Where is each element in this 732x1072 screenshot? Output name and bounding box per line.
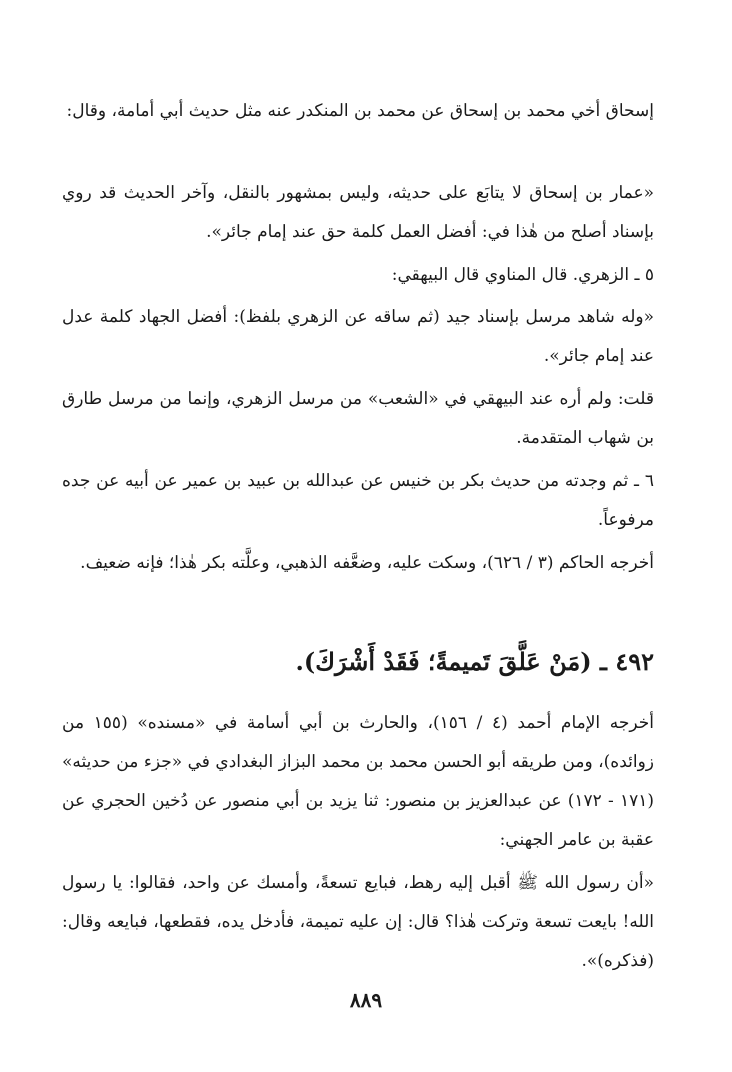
paragraph-hakim: أخرجه الحاكم (٣ / ٦٢٦)، وسكت عليه، وضعَّفه الذهبي، وعلَّته بكر هٰذا؛ فإنه ضعيف. — [80, 553, 654, 573]
paragraph-quote-shahid: «وله شاهد مرسل بإسناد جيد (ثم ساقه عن الزهري بلفظ): أفضل الجهاد كلمة عدل عند إمام جائر». — [62, 307, 654, 366]
hadith-heading: ٤٩٢ ـ (مَنْ عَلَّقَ تَميمةً؛ فَقَدْ أَشْرَكَ). — [295, 647, 654, 676]
paragraph-zuhri: ٥ ـ الزهري. قال المناوي قال البيهقي: — [391, 265, 654, 285]
paragraph-quote-ammar: «عمار بن إسحاق لا يتابَع على حديثه، وليس بمشهور بالنقل، وآخر الحديث قد روي بإسناد أصلح من هٰذا في: أفضل العمل كلمة حق عند إمام جائر». — [62, 183, 654, 242]
paragraph-qultu: قلت: ولم أره عند البيهقي في «الشعب» من مرسل الزهري، وإنما من مرسل طارق بن شهاب المتقدمة. — [62, 389, 654, 448]
paragraph-hadith-text: «أن رسول الله ﷺ أقبل إليه رهط، فبايع تسعةً، وأمسك عن واحد، فقالوا: يا رسول الله! بايعت تسعة وتركت هٰذا؟ قال: إن عليه تميمة، فأدخل يده، فقطعها، فبايعه وقال: (فذكره)». — [62, 873, 654, 971]
paragraph-bakr-khunais: ٦ ـ ثم وجدته من حديث بكر بن خنيس عن عبدالله بن عبيد بن عمير عن أبيه عن جده مرفوعاً. — [62, 471, 654, 530]
paragraph-isnad-ishaq: إسحاق أخي محمد بن إسحاق عن محمد بن المنكدر عنه مثل حديث أبي أمامة، وقال: — [66, 101, 654, 121]
page-number: ٨٨٩ — [349, 988, 383, 1012]
paragraph-takhrij-ahmad: أخرجه الإمام أحمد (٤ / ١٥٦)، والحارث بن أبي أسامة في «مسنده» (١٥٥ من زوائده)، ومن طريقه أبو الحسن محمد بن محمد البزاز البغدادي في «جزء من حديثه» (١٧١ - ١٧٢) عن عبدالعزيز بن منصور: ثنا يزيد بن أبي منصور عن دُخين الحجري عن عقبة بن عامر الجهني: — [62, 713, 654, 850]
